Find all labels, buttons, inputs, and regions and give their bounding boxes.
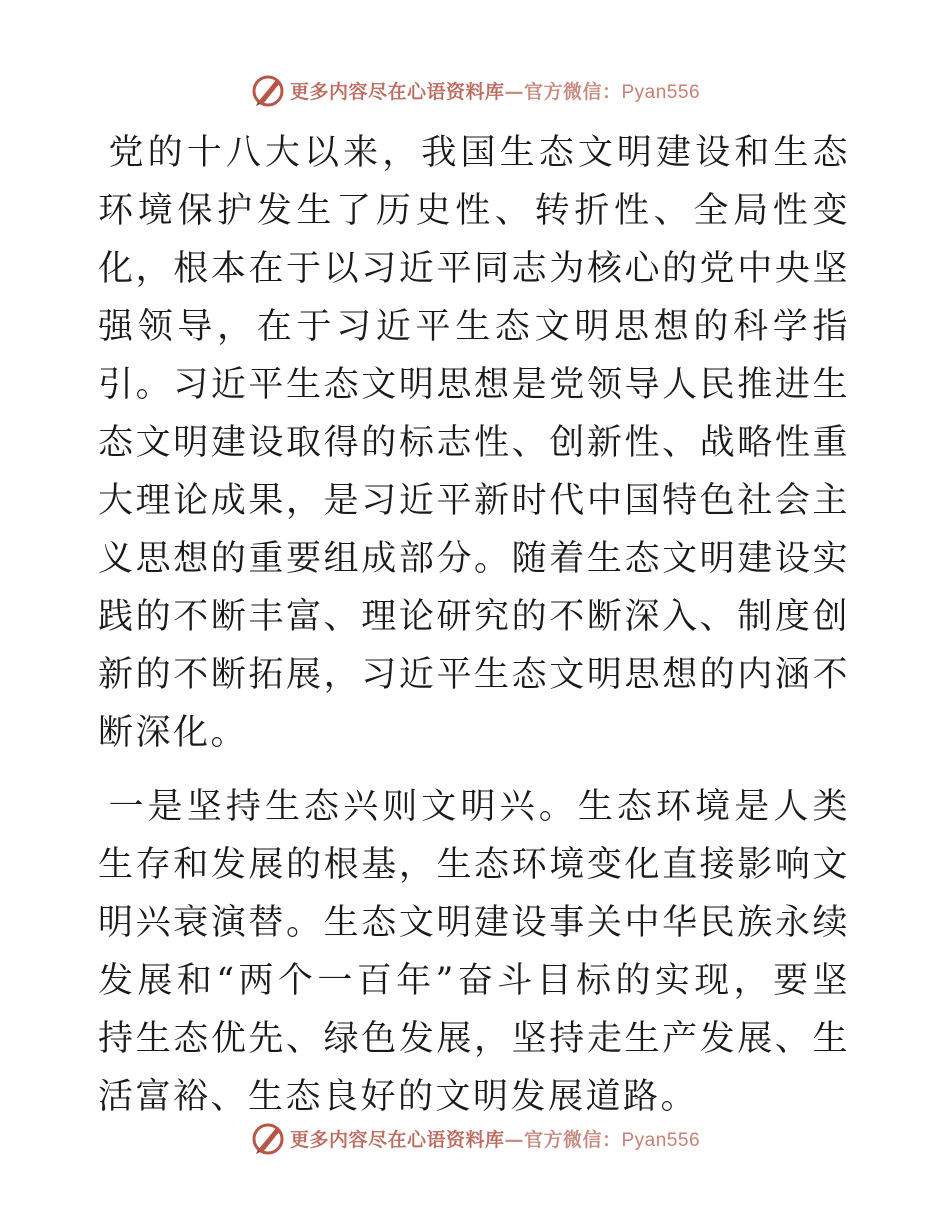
header-banner-wechat-label: —官方微信： — [504, 80, 622, 103]
pen-circle-logo-icon — [250, 1120, 286, 1156]
footer-banner — [0, 1118, 950, 1158]
footer-banner-wechat-id: Pyan556 — [621, 1129, 701, 1151]
header-banner-text — [290, 77, 700, 104]
header-banner-title: 更多内容尽在心语资料库 — [289, 80, 505, 103]
document-body — [98, 124, 850, 1142]
paragraph-1: 党的十八大以来，我国生态文明建设和生态环境保护发生了历史性、转折性、全局性变化，根本在于以习近平同志为核心的党中央坚强领导，在于习近平生态文明思想的科学指引。习近平生态文明思想是党领导人民推进生态文明建设取得的标志性、创新性、战略性重大理论成果，是习近平新时代中国特色社会主义思想的重要组成部分。随着生态文明建设实践的不断丰富、理论研究的不断深入、制度创新的不断拓展，习近平生态文明思想的内涵不断深化。 — [98, 133, 850, 753]
paragraph-2: 一是坚持生态兴则文明兴。生态环境是人类生存和发展的根基，生态环境变化直接影响文明兴衰演替。生态文明建设事关中华民族永续发展和“两个一百年”奋斗目标的实现，要坚持生态优先、绿色发展，坚持走生产发展、生活富裕、生态良好的文明发展道路。 — [98, 787, 850, 1117]
header-banner — [0, 70, 950, 110]
footer-banner-wechat-label: —官方微信： — [504, 1128, 622, 1151]
header-banner-wechat-id: Pyan556 — [621, 81, 701, 103]
pen-circle-logo-icon — [250, 72, 286, 108]
footer-banner-title: 更多内容尽在心语资料库 — [289, 1128, 505, 1151]
footer-banner-text — [290, 1125, 700, 1152]
